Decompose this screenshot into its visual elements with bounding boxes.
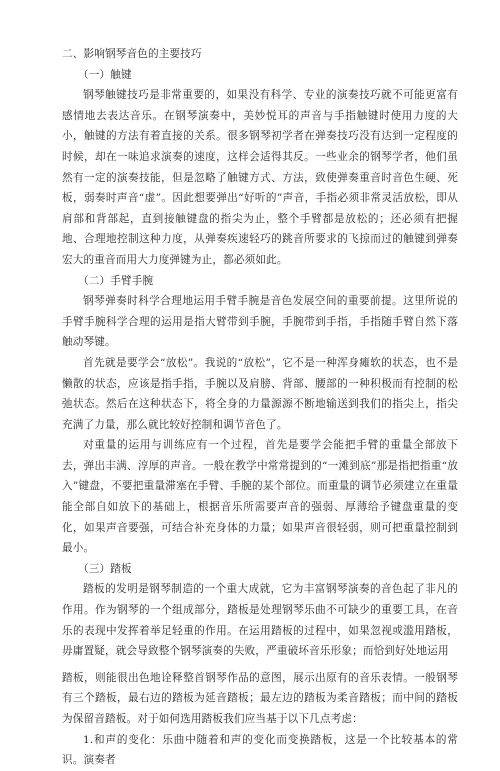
paragraph-relax: 首先就是要学会“放松”。我说的“放松”，它不是一种浑身瘫软的状态，也不是懒散的状态，应该是指手指，手腕以及肩膀、背部、腰部的一种积极而有控制的松弛状态。然后在这种状态下，将全身的力量源源不断地输送到我们的指尖上，指尖充满了力量，那么就比较好控制和调节音色了。 bbox=[62, 356, 458, 431]
subheading-arm-wrist: （二）手臂手腕 bbox=[78, 274, 154, 287]
paragraph-arm-wrist-intro: 钢琴弹奏时科学合理地运用手臂手腕是音色发展空间的重要前提。这里所说的手臂手腕科学合理的运用是指大臂带到手腕，手腕带到手指，手指随手臂自然下落触动琴键。 bbox=[62, 295, 458, 349]
section-heading: 二、影响钢琴音色的主要技巧 bbox=[62, 48, 202, 60]
paragraph-harmony: 1.和声的变化：乐曲中随着和声的变化而变换踏板，这是一个比较基本的常识。演奏者 bbox=[62, 733, 458, 767]
subheading-pedal: （三）踏板 bbox=[78, 562, 132, 575]
paragraph-touch: 钢琴触键技巧是非常重要的，如果没有科学、专业的演奏技巧就不可能更富有感情地去表达音乐。在钢琴演奏中，美妙悦耳的声音与手指触键时使用力度的大小，触键的方法有着直接的关系。很多钢琴初学者在弹奏技巧没有达到一定程度的时候，却在一味追求演奏的速度，这样会适得其反。一些业余的钢琴学者，他们虽然有一定的演奏技能，但是忽略了触键方式、方法，致使弹奏重音时音色生硬、死板，弱奏时声音“虚”。因此想要弹出“好听的”声音，手指必须非常灵活放松，即从肩部和背部起，直到接触键盘的指尖为止，整个手臂都是放松的；还必须有把握地、合理地控制这种力度，从弹奏疾速轻巧的跳音所要求的飞掠而过的触键到弹奏宏大的重音而用大力度弹键为止，都必须如此。 bbox=[62, 89, 458, 266]
paragraph-weight: 对重量的运用与训练应有一个过程，首先是要学会能把手臂的重量全部放下去，弹出丰满、淳厚的声音。一般在教学中常常提到的“一滩到底”那是指把指重“放入”键盘，不要把重量滞塞在手臂、手腕的某个部位。而重量的调节必须建立在重量能全部自如放下的基础上，根据音乐所需要声音的强弱、厚薄给予键盘重量的变化，如果声音要强，可结合补充身体的力量；如果声音很轻弱，则可把重量控制到最小。 bbox=[62, 439, 458, 555]
paragraph-pedal-intro: 踏板的发明是钢琴制造的一个重大成就，它为丰富钢琴演奏的音色起了非凡的作用。作为钢琴的一个组成部分，踏板是处理钢琴乐曲不可缺少的重要工具，在音乐的表现中发挥着举足轻重的作用。在运用踏板的过程中，如果忽视或滥用踏板，毋庸置疑，就会导致整个钢琴演奏的失败，严重破坏音乐形象；而恰到好处地运用 bbox=[62, 583, 458, 658]
paragraph-pedal-types: 踏板，则能很出色地诠释整首钢琴作品的意图，展示出原有的音乐表情。一般钢琴有三个踏板，最右边的踏板为延音踏板；最左边的踏板为柔音踏板；而中间的踏板为保留音踏板。对于如何选用踏板我们应当基于以下几点考虑： bbox=[62, 671, 458, 725]
subheading-touch: （一）触键 bbox=[78, 68, 132, 81]
